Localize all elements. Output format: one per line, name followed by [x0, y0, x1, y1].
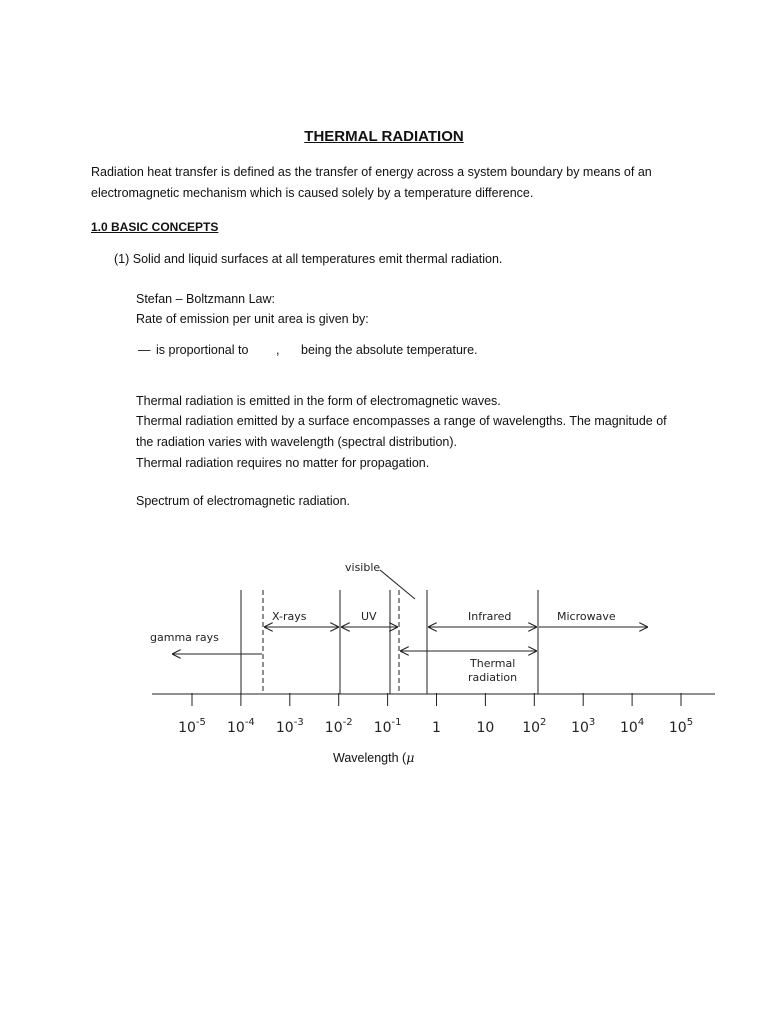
law-name: Stefan – Boltzmann Law: [136, 292, 275, 306]
axis-tick-label: $10^2$ [522, 717, 547, 736]
page-title: THERMAL RADIATION [304, 128, 464, 145]
prop-dash: — [138, 343, 151, 357]
spectrum-diagram [140, 550, 730, 775]
section-heading: 1.0 BASIC CONCEPTS [91, 220, 219, 234]
paragraph-2b: the radiation varies with wavelength (spectral distribution). [136, 435, 457, 449]
axis-tick-label: $10^{-3}$ [275, 717, 304, 736]
spectrum-caption: Spectrum of electromagnetic radiation. [136, 494, 350, 508]
axis-tick-label: $10^{-2}$ [324, 717, 353, 736]
rate-line: Rate of emission per unit area is given by: [136, 312, 369, 326]
axis-tick-label: $10^4$ [619, 717, 645, 736]
uv-label: UV [361, 610, 377, 623]
paragraph-1: Thermal radiation is emitted in the form of electromagnetic waves. [136, 394, 501, 408]
prop-text: is proportional to [156, 343, 249, 357]
thermal-label-line1: Thermal [470, 657, 516, 670]
axis-tick-label: $10^{-1}$ [373, 717, 402, 736]
intro-line-1: Radiation heat transfer is defined as the transfer of energy across a system boundary by means of an [91, 165, 652, 179]
list-item-1: (1) Solid and liquid surfaces at all temperatures emit thermal radiation. [114, 252, 503, 266]
axis-tick-label: $10^3$ [571, 717, 596, 736]
paragraph-2a: Thermal radiation emitted by a surface encompasses a range of wavelengths. The magnitude of [136, 414, 667, 428]
thermal-label-line2: radiation [468, 671, 518, 684]
axis-tick-label: 1 [432, 720, 441, 736]
axis-label-text: Wavelength ( [333, 751, 407, 765]
visible-pointer [380, 570, 415, 599]
axis-unit: μ [406, 750, 415, 765]
xrays-label: X-rays [272, 610, 307, 623]
prop-comma: , [276, 343, 280, 357]
paragraph-3: Thermal radiation requires no matter for propagation. [136, 456, 430, 470]
infrared-label: Infrared [468, 610, 512, 623]
axis-tick-label: $10^{-4}$ [226, 717, 255, 736]
microwave-label: Microwave [557, 610, 616, 623]
gamma-label: gamma rays [150, 631, 219, 644]
axis-label [333, 750, 414, 766]
prop-tail: being the absolute temperature. [301, 343, 478, 357]
visible-label: visible [345, 561, 381, 574]
axis-tick-label: 10 [476, 720, 495, 736]
axis-tick-label: $10^5$ [668, 717, 694, 736]
intro-line-2: electromagnetic mechanism which is caused solely by a temperature difference. [91, 186, 534, 200]
axis-tick-label: $10^{-5}$ [178, 717, 206, 736]
